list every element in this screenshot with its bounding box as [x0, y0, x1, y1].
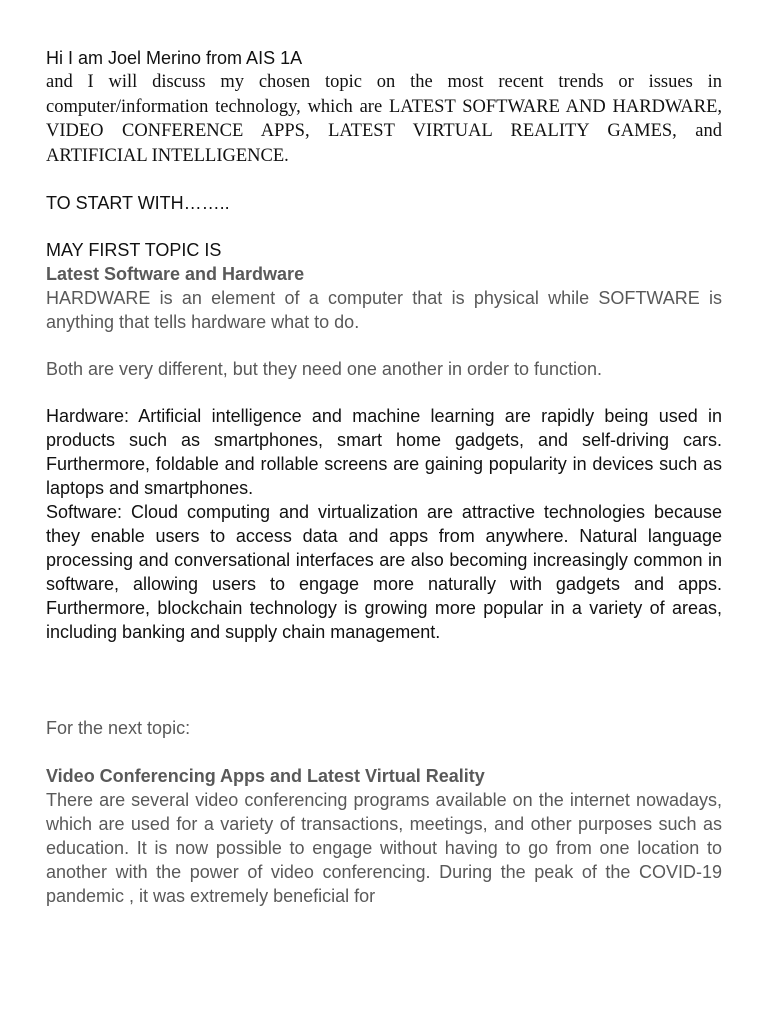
spacer — [46, 740, 722, 764]
topic1-definition: HARDWARE is an element of a computer that is physical while SOFTWARE is anything that tells hardware what to do. — [46, 288, 722, 332]
spacer — [46, 381, 722, 404]
spacer — [46, 644, 722, 716]
intro-statement: and I will discuss my chosen topic on the most recent trends or issues in computer/information technology, which are LATEST SOFTWARE AND HARDWARE, VIDEO CONFERENCE APPS, LATEST VIRTUAL REALITY GAMES, and ARTIFICIAL INTELLIGENCE. — [46, 72, 722, 166]
intro-greeting: Hi I am Joel Merino from AIS 1A — [46, 48, 303, 68]
topic1-intro: MAY FIRST TOPIC IS — [46, 240, 222, 260]
topic1-heading: Latest Software and Hardware — [46, 264, 305, 284]
topic1-software: Software: Cloud computing and virtualization are attractive technologies because they enable users to access data and apps from anywhere. Natural language processing and conversational interfaces are also becoming increasingly common in software, allowing users to engage more naturally with gadgets and apps. Furthermore, blockchain technology is growing more popular in a variety of areas, including banking and supply chain management. — [46, 502, 722, 642]
topic1-relation: Both are very different, but they need one another in order to function. — [46, 359, 603, 379]
topic2-body: There are several video conferencing programs available on the internet nowadays, which are used for a variety of transactions, meetings, and other purposes such as education. It is now possible to engage without having to go from one location to another with the power of video conferencing. During the peak of the COVID-19 pandemic , it was extremely beneficial for — [46, 790, 722, 906]
spacer — [46, 334, 722, 357]
document-page — [46, 46, 722, 908]
topic2-intro: For the next topic: — [46, 718, 191, 738]
spacer — [46, 168, 722, 191]
spacer — [46, 215, 722, 238]
topic1-hardware: Hardware: Artificial intelligence and machine learning are rapidly being used in products such as smartphones, smart home gadgets, and self-driving cars. Furthermore, foldable and rollable screens are gaining popularity in devices such as laptops and smartphones. — [46, 406, 722, 498]
topic2-heading: Video Conferencing Apps and Latest Virtual Reality — [46, 766, 485, 786]
start-text: TO START WITH…….. — [46, 193, 230, 213]
